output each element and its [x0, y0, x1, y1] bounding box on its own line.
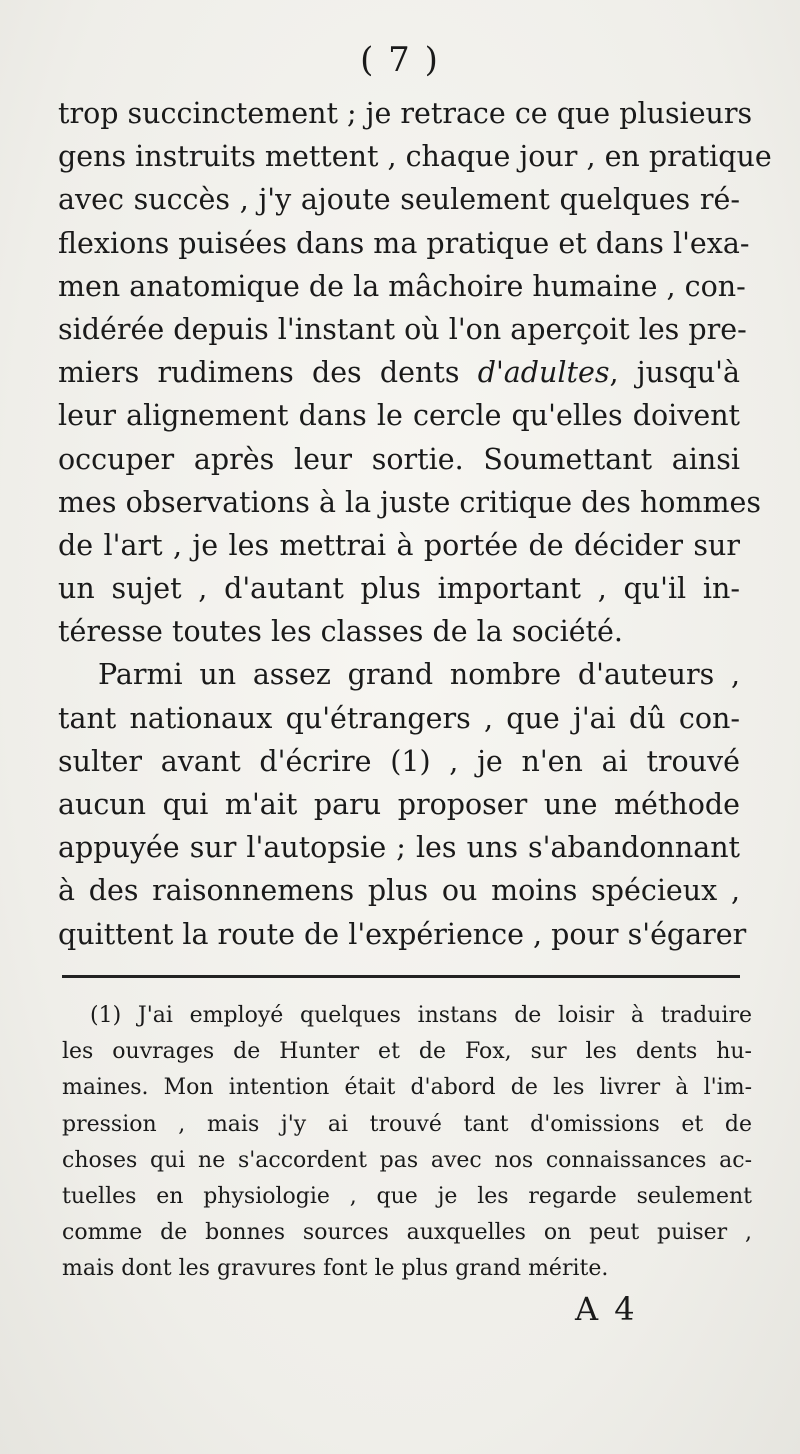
text-line: leur alignement dans le cercle qu'elles doivent [58, 399, 740, 433]
text-line: occuper après leur sortie. Soumettant ainsi [58, 442, 740, 476]
text-line: gens instruits mettent , chaque jour , en pratique [58, 140, 772, 174]
text-line: un sujet , d'autant plus important , qu'il in- [58, 572, 740, 606]
paragraph-start-line: Parmi un assez grand nombre d'auteurs , [98, 658, 740, 692]
text-line: flexions puisées dans ma pratique et dans l'exa- [58, 226, 750, 260]
text-line-with-italic [58, 351, 740, 394]
text-line: trop succinctement ; je retrace ce que plusieurs [58, 97, 753, 130]
text-line: de l'art , je les mettrai à portée de décider sur [58, 528, 740, 562]
signature-mark: A 4 [575, 1290, 638, 1328]
text-line: sulter avant d'écrire (1) , je n'en ai trouvé [58, 744, 740, 778]
text-line: men anatomique de la mâchoire humaine , con- [58, 269, 746, 303]
text-line: aucun qui m'ait paru proposer une méthode [58, 788, 740, 821]
text-line: quittent la route de l'expérience , pour s'égarer [58, 917, 747, 951]
footnote [62, 998, 752, 1288]
text-segment: , jusqu'à [609, 356, 740, 390]
footnote-line: comme de bonnes sources auxquelles on peut puiser , [62, 1220, 752, 1246]
page-number: ( 7 ) [360, 40, 440, 80]
footnote-line: (1) J'ai employé quelques instans de loisir à traduire [90, 1003, 752, 1028]
footnote-line: choses qui ne s'accordent pas avec nos connaissances ac- [62, 1147, 752, 1173]
text-line: tant nationaux qu'étrangers , que j'ai dû con- [58, 701, 740, 735]
text-line: avec succès , j'y ajoute seulement quelques ré- [58, 183, 740, 217]
italic-term: d'adultes [477, 356, 610, 390]
footnote-line: maines. Mon intention était d'abord de les livrer à l'im- [62, 1075, 752, 1101]
body-text [58, 92, 772, 956]
text-line: appuyée sur l'autopsie ; les uns s'abandonnant [58, 831, 740, 865]
text-line: à des raisonnemens plus ou moins spécieux , [58, 874, 740, 908]
footnote-divider [62, 975, 740, 978]
paragraph-end-line: téresse toutes les classes de la société. [58, 615, 623, 649]
footnote-line: pression , mais j'y ai trouvé tant d'omissions et de [62, 1111, 752, 1137]
text-line: sidérée depuis l'instant où l'on aperçoit les pre- [58, 312, 747, 346]
text-segment: miers rudimens des dents [58, 356, 478, 390]
footnote-line: tuelles en physiologie , que je les regarde seulement [62, 1183, 752, 1209]
footnote-line: les ouvrages de Hunter et de Fox, sur les dents hu- [62, 1039, 752, 1065]
footnote-end-line: mais dont les gravures font le plus grand mérite. [62, 1256, 609, 1282]
text-line: mes observations à la juste critique des hommes [58, 485, 762, 519]
